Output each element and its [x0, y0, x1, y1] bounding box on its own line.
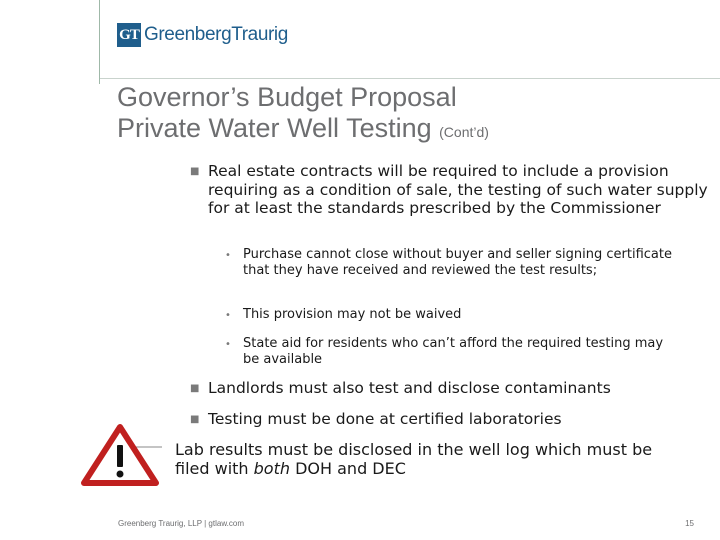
sub-bullet-1-text: Purchase cannot close without buyer and seller signing certificate that they have received and reviewed the test results; [243, 247, 672, 278]
warning-note-text-1: Lab results must be disclosed in the well log which must be filed with [175, 440, 653, 478]
square-bullet-icon: ■ [190, 414, 200, 425]
square-bullet-icon: ■ [190, 383, 200, 394]
sub-bullet-2 [225, 308, 683, 324]
bullet-1 [190, 162, 708, 217]
dot-bullet-icon: • [225, 250, 231, 261]
title-suffix: (Cont’d) [439, 124, 489, 140]
title-line-2 [117, 113, 489, 148]
slide-title [117, 82, 489, 148]
sub-bullet-3-text: State aid for residents who can’t afford the required testing may be available [243, 336, 664, 367]
warning-note-emphasis: both [253, 459, 290, 478]
exclamation-warning-icon [80, 423, 162, 487]
footer-text: Greenberg Traurig, LLP | gtlaw.com [118, 519, 244, 528]
bullet-3 [190, 410, 708, 429]
bullet-2 [190, 379, 708, 398]
dot-bullet-icon: • [225, 310, 231, 321]
sub-bullet-1 [225, 248, 683, 278]
logo-text: GreenbergTraurig [144, 24, 288, 45]
square-bullet-icon: ■ [190, 166, 200, 177]
header-divider-vertical [99, 0, 100, 84]
title-line-1: Governor’s Budget Proposal [117, 82, 457, 112]
company-logo [117, 23, 288, 47]
bullet-2-text: Landlords must also test and disclose contaminants [208, 379, 611, 397]
sub-bullet-2-text: This provision may not be waived [243, 307, 462, 322]
page-number: 15 [685, 519, 694, 528]
bullet-1-text: Real estate contracts will be required to include a provision requiring as a condition of sale, the testing of such water supply for at least the standards prescribed by the Commissioner [208, 162, 708, 217]
bullet-3-text: Testing must be done at certified laboratories [208, 410, 562, 428]
sub-bullet-3 [225, 337, 683, 367]
warning-note [175, 440, 675, 478]
title-line-2-text: Private Water Well Testing [117, 113, 432, 143]
dot-bullet-icon: • [225, 339, 231, 350]
warning-note-text-2: DOH and DEC [290, 459, 406, 478]
logo-mark: GT [117, 23, 141, 47]
header-divider-horizontal [100, 78, 720, 79]
